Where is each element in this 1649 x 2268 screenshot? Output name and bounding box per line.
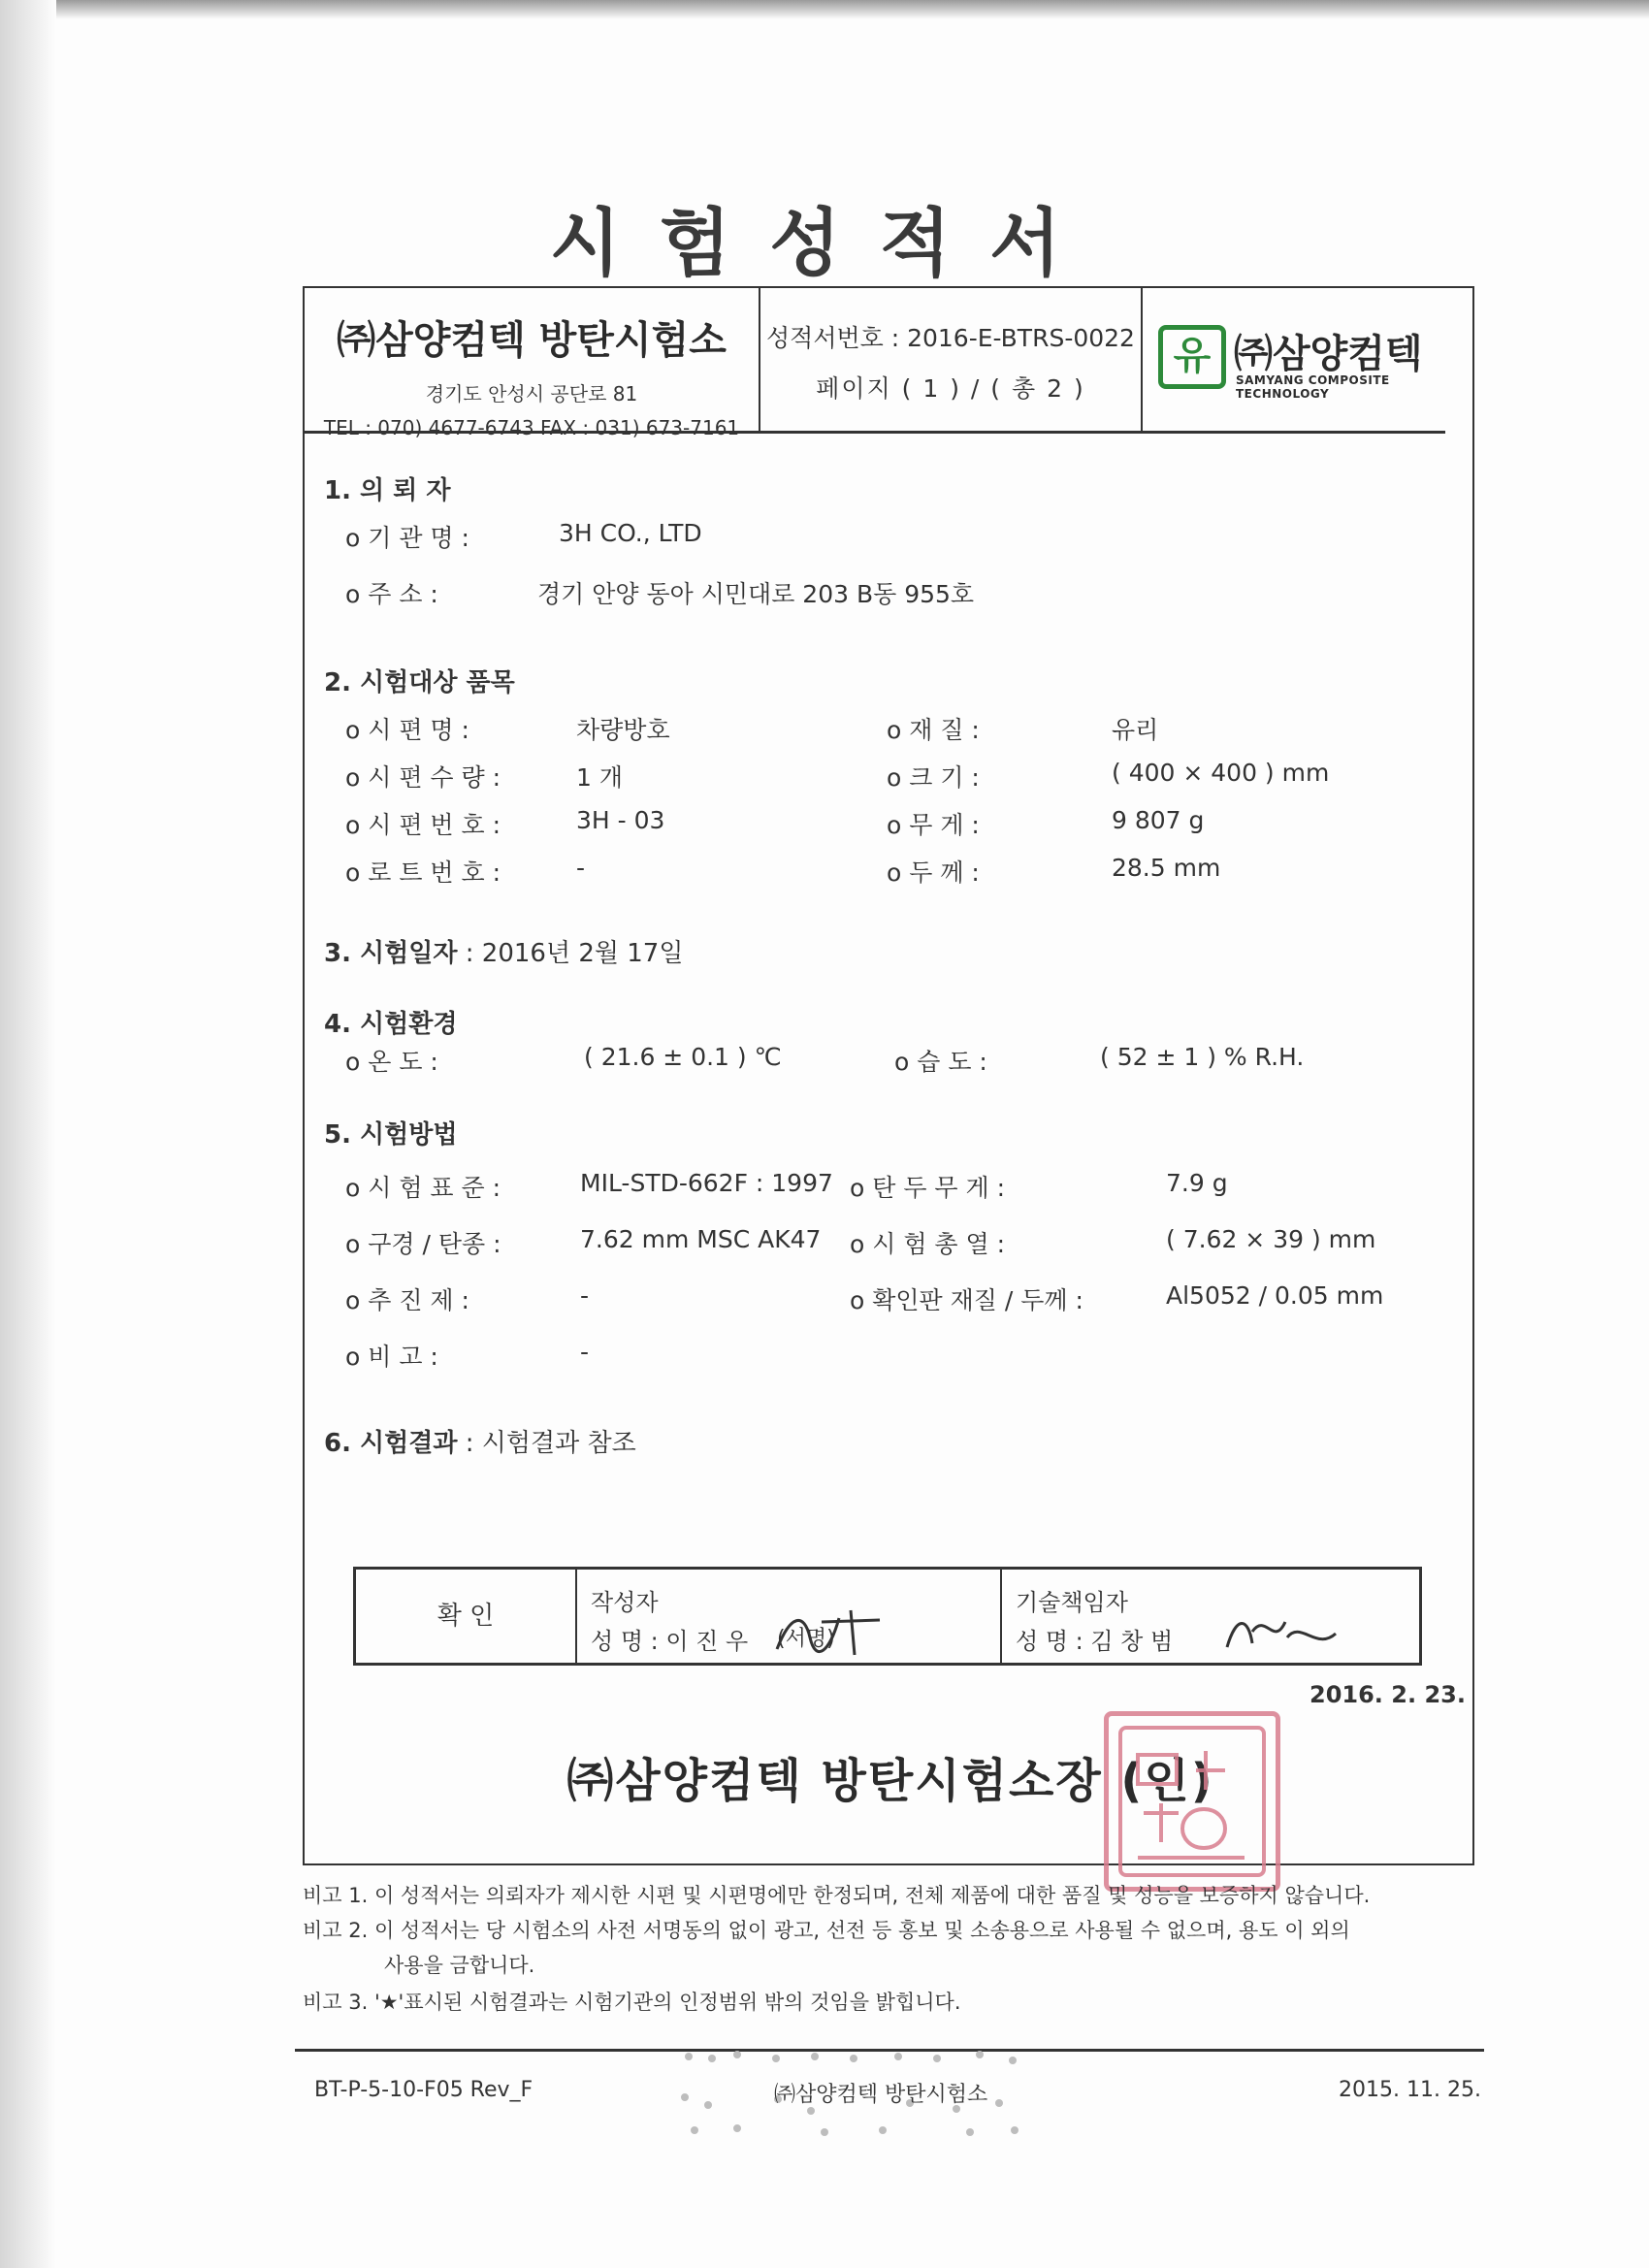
note-2-continued: 사용을 금합니다. (384, 1954, 535, 1977)
official-seal (1104, 1711, 1280, 1892)
logo-icon: 유 (1158, 325, 1226, 389)
bullet-weight-value: 7.9 g (1166, 1169, 1228, 1197)
test-result-heading: 6. 시험결과 (324, 1429, 458, 1458)
note-2: 비고 2. 이 성적서는 당 시험소의 사전 서명동의 없이 광고, 선전 등 홍보 및 소송용으로 사용될 수 없으며, 용도 이 외의 (303, 1919, 1350, 1942)
tech-manager-title: 기술책임자 (1016, 1589, 1128, 1616)
bullet-weight-label: ο 탄 두 무 게 : (850, 1174, 1006, 1202)
org-value: 3H CO., LTD (559, 519, 702, 547)
weight-value: 9 807 g (1112, 806, 1205, 834)
section-1-heading: 1. 의 뢰 자 (324, 476, 451, 505)
propellant-label: ο 추 진 제 : (345, 1286, 469, 1314)
footer-date: 2015. 11. 25. (1339, 2078, 1481, 2102)
specimen-no-value: 3H - 03 (576, 806, 665, 834)
lab-info (305, 288, 760, 439)
test-date-heading: 3. 시험일자 (324, 939, 458, 968)
section-4-heading: 4. 시험환경 (324, 1010, 458, 1039)
scan-top-edge (0, 0, 1649, 19)
confirm-label: 확 인 (356, 1570, 577, 1663)
page-count: 페이지 ( 1 ) / ( 총 2 ) (816, 374, 1085, 403)
signatory-title: ㈜삼양컴텍 방탄시험소장 (인) (566, 1754, 1214, 1808)
specimen-name-value: 차량방호 (576, 716, 670, 744)
lab-name: ㈜삼양컴텍 방탄시험소 (337, 318, 727, 363)
section-6-heading (324, 1423, 636, 1459)
size-value: ( 400 × 400 ) mm (1112, 759, 1330, 787)
humidity-value: ( 52 ± 1 ) % R.H. (1100, 1043, 1305, 1071)
logo-subtitle: SAMYANG COMPOSITE TECHNOLOGY (1236, 373, 1390, 401)
thickness-value: 28.5 mm (1112, 854, 1221, 882)
report-number: 성적서번호 : 2016-E-BTRS-0022 (766, 324, 1135, 352)
temperature-value: ( 21.6 ± 0.1 ) ℃ (584, 1043, 782, 1071)
company-logo (1143, 288, 1445, 434)
report-meta (760, 288, 1143, 434)
tech-manager-signature (1223, 1608, 1340, 1659)
material-label: ο 재 질 : (887, 716, 980, 744)
test-result-value: : 시험결과 참조 (457, 1429, 636, 1458)
test-standard-value: MIL-STD-662F : 1997 (580, 1169, 833, 1197)
footer-doc-code: BT-P-5-10-F05 Rev_F (314, 2078, 534, 2102)
remarks-label: ο 비 고 : (345, 1343, 438, 1371)
propellant-value: - (580, 1281, 590, 1310)
scan-left-edge (0, 0, 56, 2268)
test-barrel-value: ( 7.62 × 39 ) mm (1166, 1225, 1376, 1253)
report-frame (303, 286, 1474, 1865)
section-3-heading (324, 933, 683, 969)
note-1: 비고 1. 이 성적서는 의뢰자가 제시한 시편 및 시편명에만 한정되며, 전체 제품에 대한 품질 및 성능을 보증하지 않습니다. (303, 1884, 1371, 1907)
witness-plate-label: ο 확인판 재질 / 두께 : (850, 1286, 1083, 1314)
remarks-value: - (580, 1338, 590, 1366)
specimen-no-label: ο 시 편 번 호 : (345, 811, 501, 839)
size-label: ο 크 기 : (887, 763, 980, 792)
specimen-name-label: ο 시 편 명 : (345, 716, 469, 744)
tech-manager-cell (1002, 1570, 1419, 1663)
caliber-label: ο 구경 / 탄종 : (345, 1230, 501, 1258)
witness-plate-value: Al5052 / 0.05 mm (1166, 1281, 1384, 1310)
address-label: ο 주 소 : (345, 580, 438, 608)
seal-icon (1109, 1716, 1276, 1887)
temperature-label: ο 온 도 : (345, 1048, 438, 1076)
test-barrel-label: ο 시 험 총 열 : (850, 1230, 1006, 1258)
lab-address: 경기도 안성시 공단로 81 (425, 382, 638, 405)
section-2-heading: 2. 시험대상 품목 (324, 668, 515, 697)
lab-tel: TEL : 070) 4677-6743 FAX : 031) 673-7161 (323, 416, 740, 439)
test-date-value: : 2016년 2월 17일 (457, 939, 684, 968)
specimen-qty-value: 1 개 (576, 763, 624, 792)
author-title: 작성자 (591, 1589, 659, 1616)
humidity-label: ο 습 도 : (894, 1048, 987, 1076)
test-standard-label: ο 시 험 표 준 : (345, 1174, 501, 1202)
org-label: ο 기 관 명 : (345, 524, 469, 552)
note-3: 비고 3. '★'표시된 시험결과는 시험기관의 인정범위 밖의 것임을 밝힙니다. (303, 1991, 961, 2014)
author-signature-note: (서명) (777, 1627, 835, 1651)
issue-date: 2016. 2. 23. (1310, 1681, 1466, 1708)
lot-no-label: ο 로 트 번 호 : (345, 859, 501, 887)
author-cell (577, 1570, 1002, 1663)
lot-no-value: - (576, 854, 586, 882)
section-5-heading: 5. 시험방법 (324, 1120, 458, 1150)
confirmation-table (353, 1567, 1422, 1666)
author-signature (771, 1604, 888, 1659)
specimen-qty-label: ο 시 편 수 량 : (345, 763, 501, 792)
thickness-label: ο 두 께 : (887, 859, 980, 887)
material-value: 유리 (1112, 716, 1159, 744)
footer-company: ㈜삼양컴텍 방탄시험소 (774, 2083, 988, 2107)
header-row (305, 288, 1445, 439)
author-name: 성 명 : 이 진 우 (591, 1628, 749, 1655)
tech-manager-name: 성 명 : 김 창 범 (1016, 1628, 1174, 1655)
caliber-value: 7.62 mm MSC AK47 (580, 1225, 822, 1253)
logo-name: ㈜삼양컴텍 (1234, 332, 1423, 376)
weight-label: ο 무 게 : (887, 811, 980, 839)
page-title: 시험성적서 (549, 200, 1100, 286)
address-value: 경기 안양 동아 시민대로 203 B동 955호 (537, 580, 975, 608)
